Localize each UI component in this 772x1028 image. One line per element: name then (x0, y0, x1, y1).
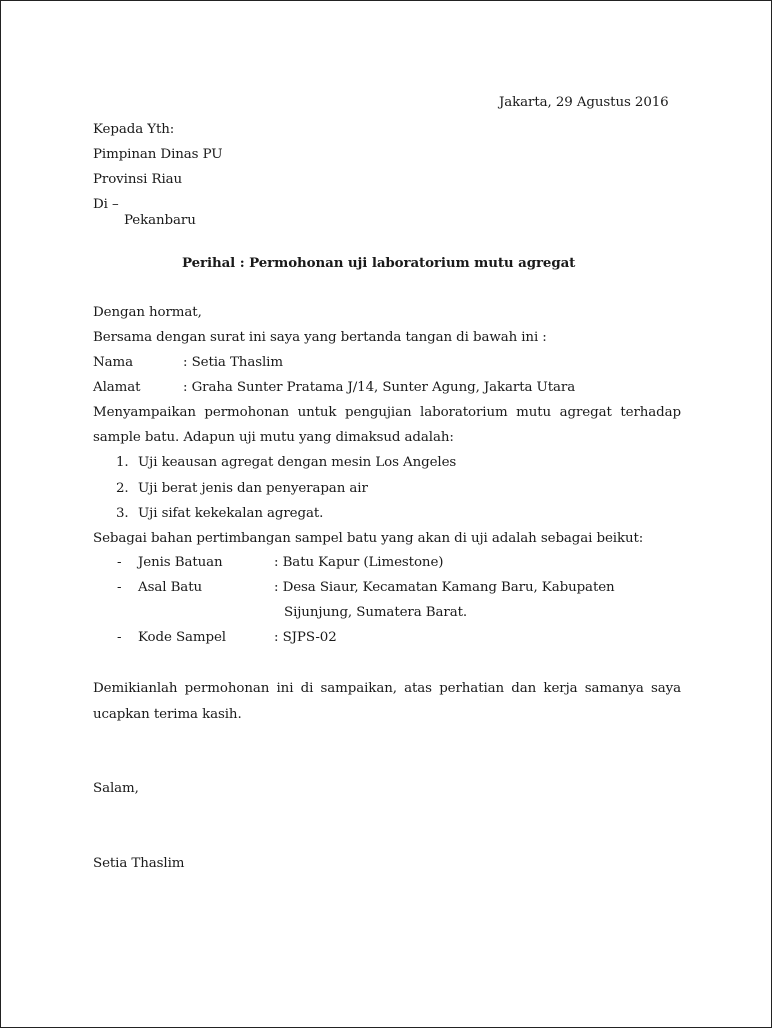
sample-dash-3: - (117, 630, 122, 645)
recipient-city: Pekanbaru (124, 213, 196, 228)
sample-value-asal: : Desa Siaur, Kecamatan Kamang Baru, Kabupaten (274, 580, 615, 595)
sample-intro: Sebagai bahan pertimbangan sampel batu yang akan di uji adalah sebagai beikut: (93, 531, 644, 546)
request-line-1: Menyampaikan permohonan untuk pengujian laboratorium mutu agregat terhadap (93, 405, 681, 420)
intro-text: Bersama dengan surat ini saya yang bertanda tangan di bawah ini : (93, 330, 547, 345)
request-line-2: sample batu. Adapun uji mutu yang dimaksud adalah: (93, 430, 454, 445)
test-num-2: 2. (116, 481, 129, 496)
field-value-nama: : Setia Thaslim (183, 355, 283, 370)
sample-dash-1: - (117, 555, 122, 570)
recipient-to: Kepada Yth: (93, 122, 175, 137)
test-text-3: Uji sifat kekekalan agregat. (138, 506, 324, 521)
field-value-alamat: : Graha Sunter Pratama J/14, Sunter Agung, Jakarta Utara (183, 380, 576, 395)
sample-value-asal-cont: Sijunjung, Sumatera Barat. (284, 605, 468, 620)
test-num-1: 1. (116, 455, 129, 470)
sample-value-kode: : SJPS-02 (274, 630, 337, 645)
regards: Salam, (93, 781, 139, 796)
letter-date: Jakarta, 29 Agustus 2016 (499, 95, 669, 110)
closing-line-2: ucapkan terima kasih. (93, 707, 242, 722)
test-text-1: Uji keausan agregat dengan mesin Los Angeles (138, 455, 457, 470)
sample-label-kode: Kode Sampel (138, 630, 226, 645)
sample-label-jenis: Jenis Batuan (138, 555, 223, 570)
sample-value-jenis: : Batu Kapur (Limestone) (274, 555, 444, 570)
field-label-alamat: Alamat (93, 380, 141, 395)
sample-label-asal: Asal Batu (138, 580, 202, 595)
salutation: Dengan hormat, (93, 305, 202, 320)
test-num-3: 3. (116, 506, 129, 521)
recipient-name: Pimpinan Dinas PU (93, 147, 223, 162)
signature-name: Setia Thaslim (93, 856, 185, 871)
sample-dash-2: - (117, 580, 122, 595)
test-text-2: Uji berat jenis dan penyerapan air (138, 481, 368, 496)
closing-line-1: Demikianlah permohonan ini di sampaikan, atas perhatian dan kerja samanya saya (93, 681, 681, 696)
field-label-nama: Nama (93, 355, 133, 370)
letter-subject: Perihal : Permohonan uji laboratorium mutu agregat (182, 255, 576, 271)
recipient-province: Provinsi Riau (93, 172, 183, 187)
recipient-di: Di – (93, 197, 119, 212)
